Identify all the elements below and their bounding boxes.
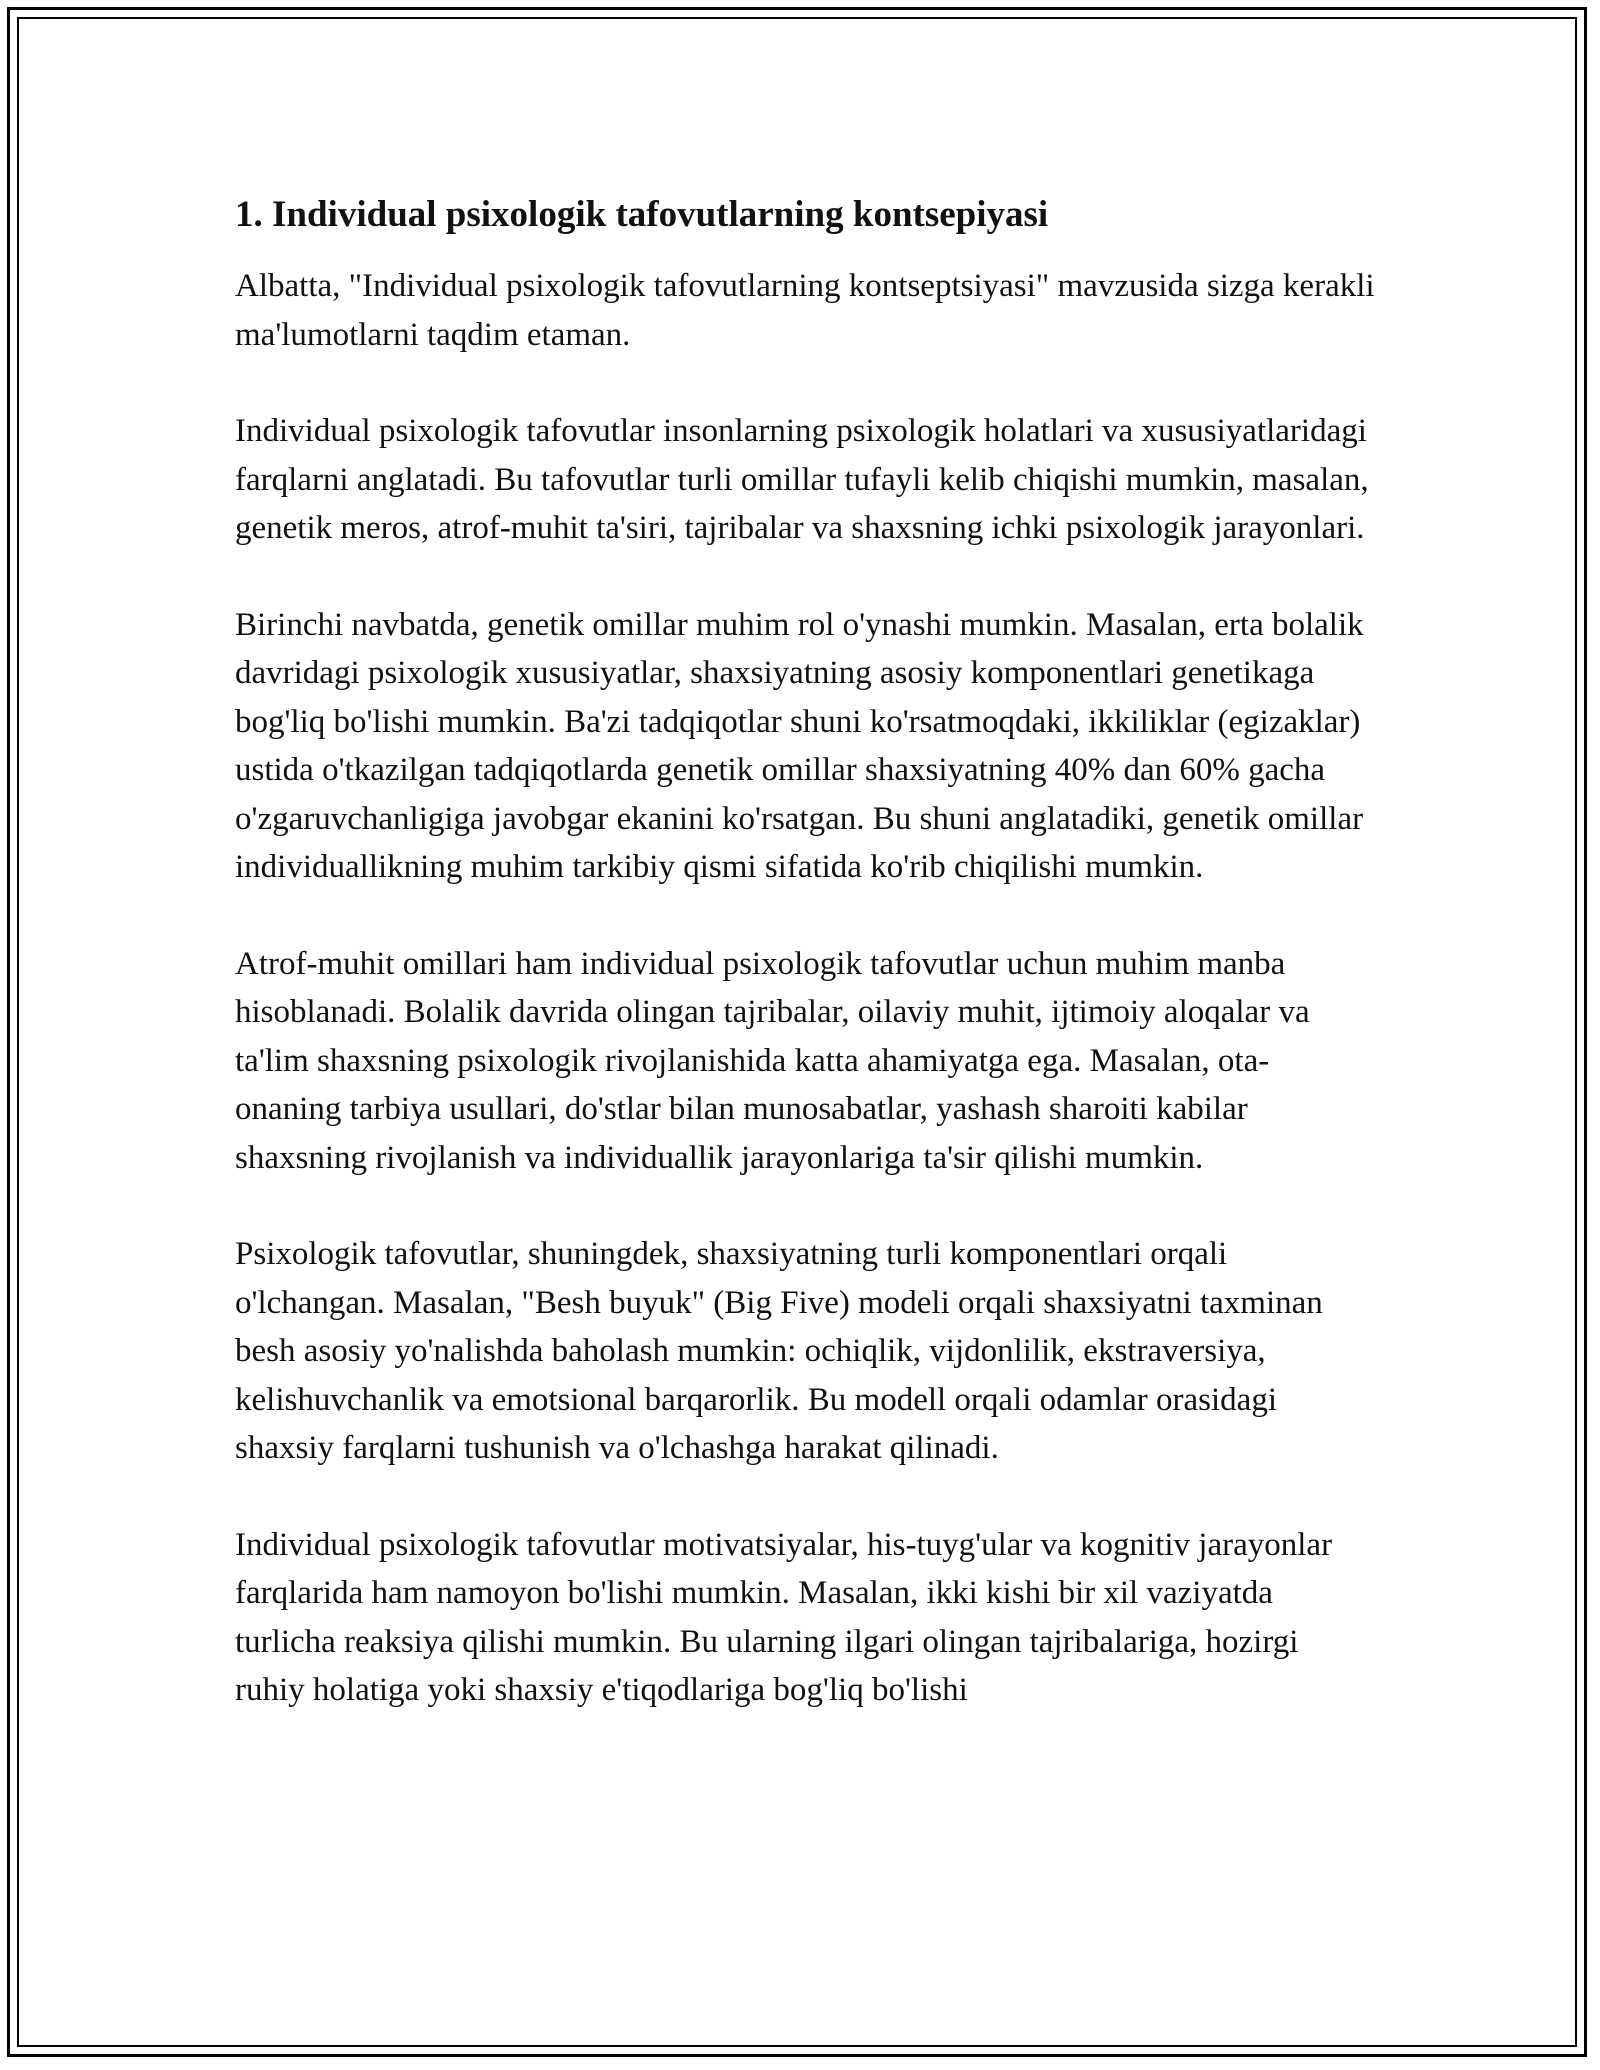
section-heading: 1. Individual psixologik tafovutlarning kontsepiyasi — [235, 194, 1049, 235]
paragraph-big-five: Psixologik tafovutlar, shuningdek, shaxsiyatning turli komponentlari orqali o'lchangan. Masalan, "Besh buyuk" (Big Five) modeli orqali shaxsiyatni taxminan besh asosiy yo'nalishda baholash mumkin: ochiqlik, vijdonlilik, ekstraversiya, kelishuvchanlik va emotsional barqarorlik. Bu modell orqali odamlar orasidagi shaxsiy farqlarni tushunish va o'lchashga harakat qilinadi. — [235, 1236, 1323, 1466]
document-body — [235, 186, 1375, 1763]
paragraph-genetic-factors: Birinchi navbatda, genetik omillar muhim rol o'ynashi mumkin. Masalan, erta bolalik davridagi psixologik xususiyatlar, shaxsiyatning asosiy komponentlari genetikaga bog'liq bo'lishi mumkin. Ba'zi tadqiqotlar shuni ko'rsatmoqdaki, ikkiliklar (egizaklar) ustida o'tkazilgan tadqiqotlarda genetik omillar shaxsiyatning 40% dan 60% gacha o'zgaruvchanligiga javobgar ekanini ko'rsatgan. Bu shuni anglatadiki, genetik omillar individuallikning muhim tarkibiy qismi sifatida ko'rib chiqilishi mumkin. — [235, 606, 1364, 885]
paragraph-motivation: Individual psixologik tafovutlar motivatsiyalar, his-tuyg'ular va kognitiv jarayonlar farqlarida ham namoyon bo'lishi mumkin. Masalan, ikki kishi bir xil vaziyatda turlicha reaksiya qilishi mumkin. Bu ularning ilgari olingan tajribalariga, hozirgi ruhiy holatiga yoki shaxsiy e'tiqodlariga bog'liq bo'lishi — [235, 1526, 1333, 1708]
paragraph-intro: Albatta, "Individual psixologik tafovutlarning kontseptsiyasi" mavzusida sizga kerakli ma'lumotlarni taqdim etaman. — [235, 268, 1375, 353]
paragraph-environmental-factors: Atrof-muhit omillari ham individual psixologik tafovutlar uchun muhim manba hisoblanadi. Bolalik davrida olingan tajribalar, oilaviy muhit, ijtimoiy aloqalar va ta'lim shaxsning psixologik rivojlanishida katta ahamiyatga ega. Masalan, ota-onaning tarbiya usullari, do'stlar bilan munosabatlar, yashash sharoiti kabilar shaxsning rivojlanish va individuallik jarayonlariga ta'sir qilishi mumkin. — [235, 945, 1310, 1176]
paragraph-definition: Individual psixologik tafovutlar insonlarning psixologik holatlari va xususiyatlaridagi farqlarni anglatadi. Bu tafovutlar turli omillar tufayli kelib chiqishi mumkin, masalan, genetik meros, atrof-muhit ta'siri, tajribalar va shaxsning ichki psixologik jarayonlari. — [235, 413, 1369, 546]
